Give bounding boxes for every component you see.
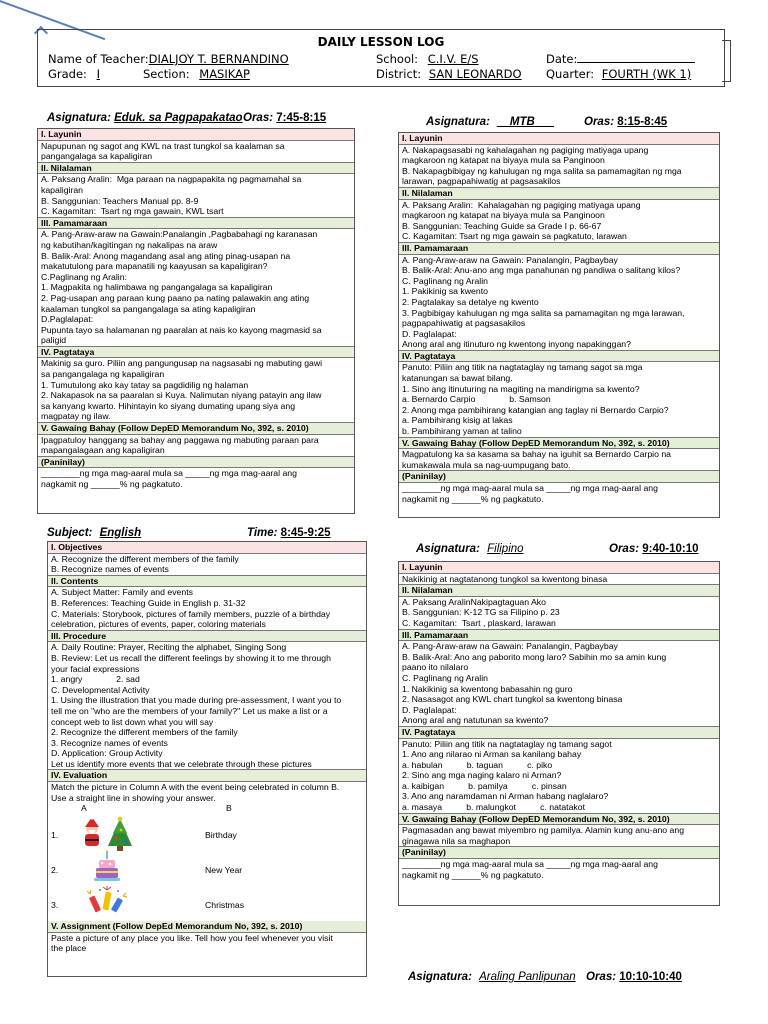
lesson-text-line: D.Paglalapat: bbox=[41, 314, 94, 325]
lesson-text-line: C. Paglinang ng Aralin bbox=[402, 672, 488, 683]
lesson-text-line: C. Kagamitan: Tsart , plaskard, larawan bbox=[402, 617, 556, 628]
english-subject-label: Subject: bbox=[47, 527, 93, 539]
section-heading: (Paninilay) bbox=[38, 456, 354, 469]
ap-time-label: Oras: bbox=[586, 971, 617, 983]
match-item-2-number: 2. bbox=[51, 865, 59, 876]
lesson-text-line: Makinig sa guro. Piliin ang pangungusap na nagsasabi ng mabuting gawi bbox=[41, 358, 323, 369]
section-heading: I. Layunin bbox=[38, 129, 354, 141]
lesson-text-line: a. kaibigan b. pamilya c. pinsan bbox=[402, 780, 567, 791]
lesson-text-line: celebration, pictures of events, paper, coloring materials bbox=[51, 619, 266, 630]
english-lesson-box bbox=[47, 541, 367, 977]
section-heading: (Paninilay) bbox=[399, 470, 719, 483]
lesson-text-line: 2. Pag-usapan ang paraan kung paano pa nating palawakin ang ating bbox=[41, 292, 310, 303]
filipino-subject-label: Asignatura: bbox=[416, 543, 480, 555]
lesson-text-line: nagkamit ng ______% ng pagkatuto. bbox=[402, 493, 544, 504]
lesson-text-line: the place bbox=[51, 943, 87, 954]
lesson-text-line: D. Paglalapat: bbox=[402, 328, 457, 339]
filipino-lesson-box bbox=[398, 561, 720, 906]
lesson-text-line: 1. Ano ang nilarao ni Arman sa kanilang bahay bbox=[402, 749, 582, 760]
ap-subject-line bbox=[408, 971, 728, 985]
esp-lesson-box bbox=[37, 128, 355, 514]
ap-subject-value: Araling Panlipunan bbox=[479, 971, 576, 983]
lesson-text-line: A. Pang-Araw-araw na Gawain: Panalangin, Pagbaybay bbox=[402, 641, 618, 652]
lesson-text-line: a. masaya b. malungkot c. natatakot bbox=[402, 802, 586, 813]
lesson-text-line: B. Sanggunian: K-12 TG sa Filipino p. 23 bbox=[402, 607, 560, 618]
mtb-subject-label: Asignatura: bbox=[426, 116, 490, 128]
lesson-text-line: nagkamit ng ______% ng pagkatuto. bbox=[402, 869, 544, 880]
lesson-text-line: a. habulan b. taguan c. piko bbox=[402, 759, 553, 770]
lesson-text-line: 2. Pagtalakay sa detalye ng kwento bbox=[402, 296, 539, 307]
lesson-text-line: B. Nakapagbibigay ng kahulugan ng mga salita sa pamamagitan ng mga bbox=[402, 165, 682, 176]
section-heading: II. Contents bbox=[48, 575, 366, 588]
lesson-text-line: ________ng mga mag-aaral mula sa _____ng mga mag-aaral ang bbox=[402, 859, 658, 870]
lesson-text-line: kumakawala mula sa nag-uumpugang bato. bbox=[402, 459, 571, 470]
lesson-text-line: A. Paksang Aralin: Mga paraan na nagpapakita ng pagmamahal sa bbox=[41, 174, 302, 185]
lesson-text-line: sa kanyang kwarto. Hihintayin ko siyang dumating upang siya ang bbox=[41, 400, 296, 411]
lesson-text-line: B. Balik-Aral: Ano ang paborito mong laro? Sabihin mo sa amin kung bbox=[402, 651, 667, 662]
lesson-text-line: Let us identify more events that we celebrate through these pictures bbox=[51, 758, 312, 769]
lesson-text-line: B. Recognize names of events bbox=[51, 564, 169, 575]
lesson-text-line: Pupunta tayo sa halamanan ng paaralan at nais ko kayong magmasid sa bbox=[41, 324, 322, 335]
lesson-text-line: kapaligiran bbox=[41, 184, 84, 195]
mtb-lesson-box bbox=[398, 132, 720, 518]
district-value: SAN LEONARDO bbox=[428, 67, 522, 81]
match-item-2-label: New Year bbox=[205, 865, 243, 876]
lesson-text-line: A. Pang-Araw-araw na Gawain:Panalangin ,Pagbabahagi ng karanasan bbox=[41, 229, 318, 240]
lesson-text-line: larawan, pagpapahiwatig at pagsasakilos bbox=[402, 176, 561, 187]
lesson-text-line: 3. Ano ang naramdaman ni Arman habang naglalaro? bbox=[402, 791, 609, 802]
section-heading: V. Gawaing Bahay (Follow DepED Memorandum No, 392, s. 2010) bbox=[399, 813, 719, 826]
lesson-text-line: 1. Sino ang itinuturing na magiting na mandirigma sa kwento? bbox=[402, 383, 640, 394]
filipino-subject-line bbox=[416, 543, 716, 557]
match-item-1-number: 1. bbox=[51, 830, 59, 841]
mtb-subject-value: __MTB___ bbox=[497, 116, 554, 128]
section-heading: I. Layunin bbox=[399, 133, 719, 145]
lesson-text-line: C. Kagamitan: Tsart ng mga gawain, KWL tsart bbox=[41, 206, 224, 217]
lesson-text-line: Paste a picture of any place you like. Tell how you feel whenever you visit bbox=[51, 932, 333, 943]
lesson-text-line: 2. Anong mga pambihirang katangian ang taglay ni Bernardo Carpio? bbox=[402, 404, 669, 415]
lesson-text-line: A. Nakapagsasabi ng kahalagahan ng pagiging matiyaga upang bbox=[402, 144, 649, 155]
quarter-value: FOURTH (WK 1) bbox=[601, 67, 692, 81]
lesson-text-line: Anong aral ang natutunan sa kwento? bbox=[402, 715, 549, 726]
lesson-text-line: ________ng mga mag-aaral mula sa _____ng mga mag-aaral ang bbox=[41, 468, 297, 479]
lesson-text-line: 1. Using the illustration that you made during pre-assessment, I want you to bbox=[51, 695, 342, 706]
christmas-santa-tree-icon bbox=[80, 816, 138, 855]
section-heading: I. Layunin bbox=[399, 562, 719, 574]
section-heading: II. Nilalaman bbox=[38, 162, 354, 175]
lesson-text-line: 1. Nakikinig sa kwentong babasahin ng guro bbox=[402, 683, 573, 694]
lesson-text-line: A. Pang-Araw-araw na Gawain: Panalangin, Pagbaybay bbox=[402, 254, 618, 265]
new-year-firecracker-icon bbox=[86, 886, 128, 919]
teacher-label: Name of Teacher: bbox=[48, 52, 149, 66]
match-item-3-label: Christmas bbox=[205, 900, 245, 911]
ap-time-value: 10:10-10:40 bbox=[619, 971, 682, 983]
lesson-text-line: Panuto: Piliin ang titik na nagtataglay ng tamang sagot sa mga bbox=[402, 362, 643, 373]
lesson-text-line: paligid bbox=[41, 335, 67, 346]
mtb-subject-line bbox=[426, 116, 726, 130]
lesson-text-line: B. Balik-Aral: Anong magandang asal ang ating pinag-usapan na bbox=[41, 250, 291, 261]
section-heading: IV. Pagtataya bbox=[399, 726, 719, 739]
lesson-text-line: concept web to list down what you will say bbox=[51, 716, 214, 727]
column-a-heading: A bbox=[81, 803, 87, 814]
esp-subject-label: Asignatura: bbox=[47, 112, 111, 124]
birthday-cake-icon bbox=[92, 850, 122, 887]
section-heading: III. Pamamaraan bbox=[399, 629, 719, 642]
english-subject-value: English bbox=[99, 527, 142, 539]
match-item-3-number: 3. bbox=[51, 900, 59, 911]
lesson-text-line: ________ng mga mag-aaral mula sa _____ng mga mag-aaral ang bbox=[402, 483, 658, 493]
lesson-text-line: mapangalagaan ang kapaligiran bbox=[41, 445, 165, 456]
lesson-text-line: A. Subject Matter: Family and events bbox=[51, 587, 193, 598]
lesson-text-line: nagkamit ng ______% ng pagkatuto. bbox=[41, 479, 183, 489]
section-heading: (Paninilay) bbox=[399, 846, 719, 859]
esp-subject-value: Eduk. sa Pagpapakatao bbox=[114, 112, 243, 124]
lesson-text-line: your facial expressions bbox=[51, 663, 140, 674]
lesson-text-line: C. Kagamitan: Tsart ng mga gawain sa pagkatuto, larawan bbox=[402, 231, 627, 242]
lesson-text-line: B. Review: Let us recall the different feelings by showing it to me through bbox=[51, 652, 331, 663]
section-heading: IV. Pagtataya bbox=[38, 346, 354, 359]
english-sections bbox=[48, 542, 366, 803]
lesson-text-line: 2. Recognize the different members of the family bbox=[51, 727, 238, 738]
filipino-time-label: Oras: bbox=[609, 543, 640, 555]
section-heading: III. Pamamaraan bbox=[38, 217, 354, 230]
section-heading: V. Gawaing Bahay (Follow DepED Memorandum No, 392, s. 2010) bbox=[38, 422, 354, 435]
filipino-subject-value: Filipino bbox=[487, 543, 524, 555]
english-time-value: 8:45-9:25 bbox=[280, 527, 331, 539]
section-heading: V. Gawaing Bahay (Follow DepED Memorandum No, 392, s. 2010) bbox=[399, 437, 719, 450]
lesson-text-line: Napupunan ng sagot ang KWL na trast tungkol sa kaalaman sa bbox=[41, 140, 285, 151]
lesson-text-line: 2. Nakapasok na sa paaralan si Kuya. Nalimutan niyang patayin ang ilaw bbox=[41, 390, 322, 401]
grade-label: Grade: bbox=[48, 67, 87, 81]
lesson-text-line: 1. angry 2. sad bbox=[51, 674, 140, 685]
english-time-label: Time: bbox=[247, 527, 278, 539]
date-label: Date: bbox=[546, 52, 578, 66]
lesson-text-line: kaalaman tungkol sa pangangalaga sa ating kapaligiran bbox=[41, 303, 256, 314]
lesson-text-line: Anong aral ang itinuturo ng kwentong inyong napakinggan? bbox=[402, 339, 631, 350]
lesson-text-line: 2. Nasasagot ang KWL chart tungkol sa kwentong binasa bbox=[402, 694, 623, 705]
grade-value: I bbox=[96, 67, 100, 81]
lesson-text-line: D. Paglalapat: bbox=[402, 704, 457, 715]
lesson-text-line: Magpatulong ka sa kasama sa bahay na iguhit sa Bernardo Carpio na bbox=[402, 449, 671, 460]
school-name: C.I.V. E/S bbox=[427, 52, 479, 66]
esp-time-value: 7:45-8:15 bbox=[276, 112, 327, 124]
section-label: Section: bbox=[143, 67, 190, 81]
section-heading: V. Assignment (Follow DepEd Memorandum No, 392, s. 2010) bbox=[48, 921, 366, 933]
lesson-text-line: magpatay ng ilaw. bbox=[41, 411, 111, 422]
lesson-text-line: 1. Pakikinig sa kwento bbox=[402, 286, 488, 297]
lesson-text-line: 1. Tumutulong ako kay tatay sa pagdidilig ng halaman bbox=[41, 379, 249, 390]
section-heading: II. Nilalaman bbox=[399, 187, 719, 200]
lesson-text-line: paano ito nilalaro bbox=[402, 662, 469, 673]
district-label: District: bbox=[376, 67, 422, 81]
esp-subject-line bbox=[47, 112, 357, 126]
english-subject-line bbox=[47, 527, 347, 541]
lesson-text-line: ginagawa nila sa maghapon bbox=[402, 835, 511, 846]
section-heading: III. Pamamaraan bbox=[399, 242, 719, 255]
lesson-text-line: B. References: Teaching Guide in English p. 31-32 bbox=[51, 597, 246, 608]
lesson-text-line: katanungan sa bawat bilang. bbox=[402, 373, 513, 384]
lesson-text-line: Panuto: Piliin ang titik na nagtataglay ng tamang sagot bbox=[402, 738, 612, 749]
lesson-text-line: tell me on "who are the members of your family?" Let us make a list or a bbox=[51, 705, 328, 716]
document-title: DAILY LESSON LOG bbox=[317, 35, 445, 49]
lesson-text-line: B. Sanggunian: Teaching Guide sa Grade I p. 66-67 bbox=[402, 220, 602, 231]
date-blank bbox=[577, 52, 695, 63]
lesson-text-line: A. Paksang Aralin: Kahalagahan ng pagiging matiyaga upang bbox=[402, 199, 641, 210]
lesson-text-line: a. Bernardo Carpio b. Samson bbox=[402, 394, 551, 405]
lesson-text-line: 1. Magpakita ng halimbawa ng pangangalaga sa kapaligiran bbox=[41, 282, 273, 293]
evaluation-matching bbox=[48, 803, 366, 921]
lesson-text-line: ng kabutihan/kagitingan ng nakalipas na araw bbox=[41, 239, 218, 250]
section-heading: II. Nilalaman bbox=[399, 584, 719, 597]
lesson-text-line: 3. Recognize names of events bbox=[51, 737, 168, 748]
lesson-text-line: Match the picture in Column A with the event being celebrated in column B. bbox=[51, 782, 340, 793]
english-assignment bbox=[48, 921, 366, 954]
lesson-text-line: D. Application: Group Activity bbox=[51, 748, 163, 759]
lesson-text-line: pagpapahiwatig at pagsasakilos bbox=[402, 318, 526, 329]
match-item-1-label: Birthday bbox=[205, 830, 237, 841]
lesson-text-line: C. Developmental Activity bbox=[51, 684, 150, 695]
section-heading: I. Objectives bbox=[48, 542, 366, 554]
mtb-time-value: 8:15-8:45 bbox=[617, 116, 668, 128]
lesson-text-line: A. Recognize the different members of the family bbox=[51, 553, 239, 564]
lesson-text-line: Use a straight line in showing your answer. bbox=[51, 792, 216, 803]
lesson-text-line: b. Pambihirang yaman at talino bbox=[402, 426, 522, 437]
quarter-label: Quarter: bbox=[546, 67, 595, 81]
lesson-text-line: A. Daily Routine: Prayer, Reciting the alphabet, Singing Song bbox=[51, 642, 287, 653]
lesson-text-line: sa pangangalaga ng kapaligiran bbox=[41, 369, 165, 380]
lesson-text-line: A. Paksang AralinNakipagtaguan Ako bbox=[402, 596, 546, 607]
filipino-time-value: 9:40-10:10 bbox=[642, 543, 699, 555]
lesson-text-line: Nakikinig at nagtatanong tungkol sa kwentong binasa bbox=[402, 573, 608, 584]
lesson-text-line: pangangalaga sa kapaligiran bbox=[41, 151, 153, 162]
section-heading: IV. Pagtataya bbox=[399, 350, 719, 363]
esp-time-label: Oras: bbox=[243, 112, 274, 124]
lesson-text-line: a. Pambihirang kisig at lakas bbox=[402, 415, 513, 426]
lesson-text-line: B. Sanggunian: Teachers Manual pp. 8-9 bbox=[41, 195, 199, 206]
lesson-text-line: Ipagpatuloy hanggang sa bahay ang paggawa ng mabuting paraan para bbox=[41, 434, 319, 445]
teacher-name: DIALJOY T. BERNANDINO bbox=[148, 52, 289, 66]
lesson-text-line: C. Paglinang ng Aralin bbox=[402, 275, 488, 286]
lesson-text-line: 2. Sino ang mga naging kalaro ni Arman? bbox=[402, 770, 562, 781]
lesson-text-line: makatutulong para mapanatili ng kaayusan sa kapaligiran? bbox=[41, 261, 268, 272]
lesson-text-line: C.Paglinang ng Aralin: bbox=[41, 271, 127, 282]
ap-subject-label: Asignatura: bbox=[408, 971, 472, 983]
lesson-log-header bbox=[37, 29, 725, 87]
header-row-2 bbox=[48, 67, 718, 81]
section-heading: IV. Evaluation bbox=[48, 769, 366, 782]
column-b-heading: B bbox=[226, 803, 232, 814]
lesson-text-line: magkaroon ng katapat na biyaya mula sa Panginoon bbox=[402, 155, 605, 166]
lesson-text-line: Pagmasadan ang bawat miyembro ng pamilya. Alamin kung anu-ano ang bbox=[402, 825, 685, 836]
lesson-text-line: magkaroon ng katapat na biyaya mula sa Panginoon bbox=[402, 210, 605, 221]
section-heading: III. Procedure bbox=[48, 630, 366, 643]
mtb-time-label: Oras: bbox=[584, 116, 615, 128]
lesson-text-line: B. Balik-Aral: Anu-ano ang mga panahunan ng pandiwa o salitang kilos? bbox=[402, 265, 681, 276]
school-label: School: bbox=[376, 52, 419, 66]
lesson-text-line: C. Materials: Storybook, pictures of family members, puzzle of a birthday bbox=[51, 608, 331, 619]
lesson-text-line: 3. Pagbibigay kahulugan ng mga salita sa pamamagitan ng mga larawan, bbox=[402, 307, 685, 318]
section-value: MASIKAP bbox=[199, 67, 250, 81]
header-row-1 bbox=[48, 52, 718, 66]
